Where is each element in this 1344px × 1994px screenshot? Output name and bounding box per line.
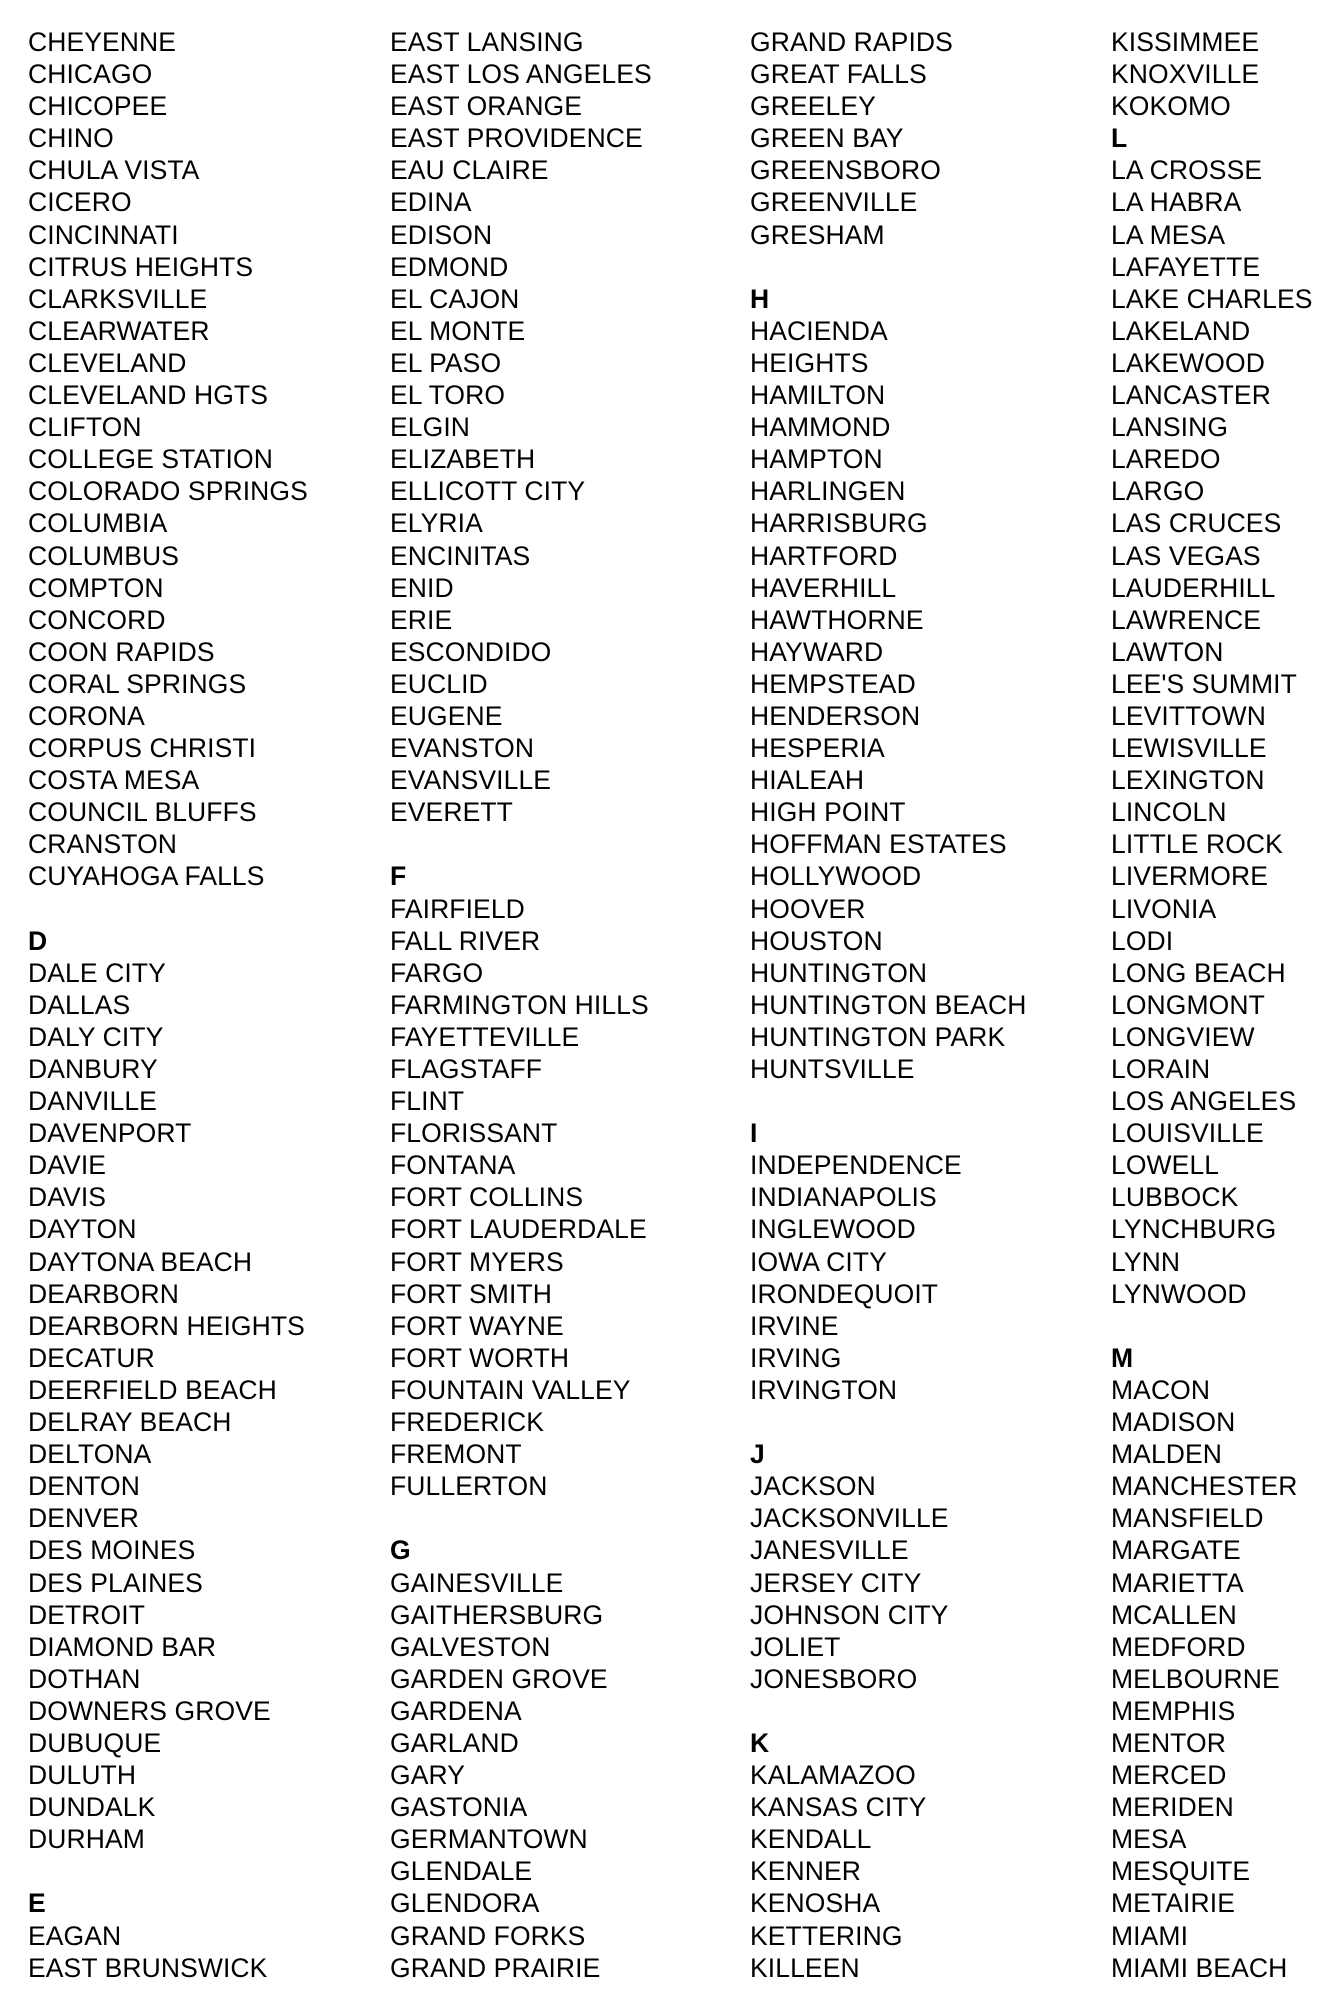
city-name: HAWTHORNE	[750, 604, 924, 635]
city-name: MEDFORD	[1111, 1631, 1246, 1662]
city-name: DUBUQUE	[28, 1727, 162, 1758]
city-name: CLIFTON	[28, 412, 142, 443]
city-name: CORONA	[28, 700, 145, 731]
city-name: COLUMBIA	[28, 508, 168, 539]
section-letter-heading: E	[28, 1888, 46, 1919]
city-name: DENVER	[28, 1503, 140, 1534]
city-name: FREMONT	[390, 1439, 522, 1470]
city-name: EL TORO	[390, 380, 506, 411]
city-name: HARTFORD	[750, 540, 898, 571]
city-name: ERIE	[390, 604, 453, 635]
city-name: LARGO	[1111, 476, 1205, 507]
city-name: EDMOND	[390, 251, 509, 282]
city-name: FULLERTON	[390, 1471, 548, 1502]
city-name: EUCLID	[390, 668, 488, 699]
city-name: MELBOURNE	[1111, 1663, 1280, 1694]
city-name: LYNN	[1111, 1246, 1181, 1277]
city-name: ENID	[390, 572, 454, 603]
section-spacer	[390, 1502, 730, 1534]
city-name: EVANSVILLE	[390, 765, 552, 796]
city-name: HACIENDA	[750, 315, 888, 346]
city-name: LYNCHBURG	[1111, 1214, 1277, 1245]
city-name: HOOVER	[750, 893, 866, 924]
city-name: LIVONIA	[1111, 893, 1217, 924]
city-name: JONESBORO	[750, 1663, 918, 1694]
city-name: KENOSHA	[750, 1888, 881, 1919]
city-name: DELTONA	[28, 1439, 152, 1470]
city-name: DAVIE	[28, 1150, 107, 1181]
city-name: DETROIT	[28, 1599, 145, 1630]
city-name: KOKOMO	[1111, 91, 1231, 122]
city-name: EAU CLAIRE	[390, 155, 549, 186]
city-name: MCALLEN	[1111, 1599, 1237, 1630]
city-name: JOHNSON CITY	[750, 1599, 949, 1630]
city-name: KETTERING	[750, 1920, 903, 1951]
section-spacer	[1111, 1310, 1344, 1342]
city-name: LAWTON	[1111, 636, 1224, 667]
city-name: ENCINITAS	[390, 540, 531, 571]
section-letter-heading: D	[28, 925, 48, 956]
city-name: CHICAGO	[28, 59, 153, 90]
city-name: HEIGHTS	[750, 347, 869, 378]
city-name: KALAMAZOO	[750, 1760, 916, 1791]
city-name: HUNTSVILLE	[750, 1054, 915, 1084]
city-name: CLARKSVILLE	[28, 283, 208, 314]
city-name: FLAGSTAFF	[390, 1054, 543, 1084]
city-name: INGLEWOOD	[750, 1214, 916, 1245]
city-name: KILLEEN	[750, 1952, 860, 1983]
city-name: KISSIMMEE	[1111, 27, 1260, 57]
city-name: FAIRFIELD	[390, 893, 525, 924]
city-name: MIAMI	[1111, 1920, 1189, 1951]
city-name: GLENDALE	[390, 1856, 533, 1887]
city-name: GRAND FORKS	[390, 1920, 586, 1951]
section-letter-heading: L	[1111, 123, 1128, 154]
city-name: FORT WAYNE	[390, 1310, 564, 1341]
city-name: EAST ORANGE	[390, 91, 583, 122]
city-name: MENTOR	[1111, 1727, 1226, 1758]
city-name: EAST LANSING	[390, 27, 584, 57]
city-name: EDISON	[390, 219, 493, 250]
city-name: HUNTINGTON	[750, 957, 928, 988]
section-letter-heading: J	[750, 1439, 765, 1470]
city-name: DIAMOND BAR	[28, 1631, 217, 1662]
city-name: GAITHERSBURG	[390, 1599, 604, 1630]
city-name: FLINT	[390, 1086, 465, 1117]
city-name: DAYTONA BEACH	[28, 1246, 253, 1277]
city-name: INDEPENDENCE	[750, 1150, 962, 1181]
city-name: GREEN BAY	[750, 123, 904, 154]
city-name: DEERFIELD BEACH	[28, 1374, 277, 1405]
city-name: EAST LOS ANGELES	[390, 59, 652, 90]
city-name: CLEARWATER	[28, 315, 210, 346]
city-name: JACKSON	[750, 1471, 876, 1502]
city-name: MADISON	[1111, 1407, 1236, 1438]
city-name: LANCASTER	[1111, 380, 1271, 411]
city-name: ELGIN	[390, 412, 471, 443]
city-name: LITTLE ROCK	[1111, 829, 1283, 860]
city-name: INDIANAPOLIS	[750, 1182, 937, 1213]
section-letter-heading: I	[750, 1118, 758, 1149]
city-name: ELYRIA	[390, 508, 483, 539]
city-name: COUNCIL BLUFFS	[28, 797, 257, 828]
city-name: COLORADO SPRINGS	[28, 476, 308, 507]
city-name: LONG BEACH	[1111, 957, 1286, 988]
section-letter-heading: M	[1111, 1342, 1134, 1373]
city-name: DAVIS	[28, 1182, 107, 1213]
city-name: DENTON	[28, 1471, 141, 1502]
city-name: DAYTON	[28, 1214, 137, 1245]
section-spacer	[390, 828, 730, 860]
section-letter-heading: K	[750, 1727, 770, 1758]
city-name: HEMPSTEAD	[750, 668, 916, 699]
city-name: DALLAS	[28, 989, 131, 1020]
city-name: LAKE CHARLES	[1111, 283, 1313, 314]
city-name: LANSING	[1111, 412, 1229, 443]
city-name: FORT WORTH	[390, 1342, 570, 1373]
city-name: COMPTON	[28, 572, 164, 603]
city-name: CONCORD	[28, 604, 166, 635]
city-name: GREENSBORO	[750, 155, 941, 186]
city-name: HOFFMAN ESTATES	[750, 829, 1007, 860]
city-name: MANSFIELD	[1111, 1503, 1264, 1534]
city-name: DES PLAINES	[28, 1567, 203, 1598]
city-name: HIALEAH	[750, 765, 865, 796]
city-name: HUNTINGTON PARK	[750, 1021, 1006, 1052]
city-name: GRESHAM	[750, 219, 885, 250]
city-column-4	[1111, 26, 1344, 1984]
city-name: DELRAY BEACH	[28, 1407, 232, 1438]
city-name: HESPERIA	[750, 733, 885, 764]
section-spacer	[750, 1695, 1090, 1727]
section-spacer	[28, 1855, 368, 1887]
city-name: LODI	[1111, 925, 1174, 956]
city-name: KENDALL	[750, 1824, 872, 1855]
city-name: GARY	[390, 1760, 466, 1791]
city-name: LINCOLN	[1111, 797, 1227, 828]
city-name: HARLINGEN	[750, 476, 906, 507]
city-name: DURHAM	[28, 1824, 145, 1855]
city-name: LAKELAND	[1111, 315, 1251, 346]
city-name: CITRUS HEIGHTS	[28, 251, 254, 282]
city-name: FARMINGTON HILLS	[390, 989, 649, 1020]
city-name: ELLICOTT CITY	[390, 476, 586, 507]
city-name: GAINESVILLE	[390, 1567, 564, 1598]
section-spacer	[750, 1406, 1090, 1438]
city-name: GALVESTON	[390, 1631, 551, 1662]
city-name: DEARBORN HEIGHTS	[28, 1310, 305, 1341]
city-name: DANBURY	[28, 1054, 158, 1084]
city-name: MERIDEN	[1111, 1792, 1234, 1823]
city-name: FREDERICK	[390, 1407, 545, 1438]
city-name: EDINA	[390, 187, 472, 218]
city-name: MANCHESTER	[1111, 1471, 1298, 1502]
city-name: GLENDORA	[390, 1888, 540, 1919]
city-name: DALE CITY	[28, 957, 166, 988]
city-name: LAFAYETTE	[1111, 251, 1261, 282]
city-column-3	[750, 26, 1090, 1984]
city-name: HAMILTON	[750, 380, 886, 411]
city-name: LAREDO	[1111, 444, 1221, 475]
section-spacer	[28, 893, 368, 925]
city-name: DOTHAN	[28, 1663, 141, 1694]
city-name: COSTA MESA	[28, 765, 200, 796]
city-name: LA CROSSE	[1111, 155, 1263, 186]
city-name: HAYWARD	[750, 636, 884, 667]
city-name: COLUMBUS	[28, 540, 179, 571]
city-name: IRONDEQUOIT	[750, 1278, 939, 1309]
city-name: LOS ANGELES	[1111, 1086, 1297, 1117]
city-name: FARGO	[390, 957, 484, 988]
city-name: JOLIET	[750, 1631, 841, 1662]
city-name: FAYETTEVILLE	[390, 1021, 580, 1052]
city-name: HARRISBURG	[750, 508, 928, 539]
city-name: LAS CRUCES	[1111, 508, 1282, 539]
city-name: HOLLYWOOD	[750, 861, 922, 892]
city-name: COON RAPIDS	[28, 636, 215, 667]
city-name: DUNDALK	[28, 1792, 156, 1823]
city-name: MESA	[1111, 1824, 1187, 1855]
city-name: MIAMI BEACH	[1111, 1952, 1288, 1983]
city-name: GERMANTOWN	[390, 1824, 588, 1855]
city-name: CORPUS CHRISTI	[28, 733, 257, 764]
city-name: EAST BRUNSWICK	[28, 1952, 268, 1983]
city-name: DAVENPORT	[28, 1118, 192, 1149]
city-name: MALDEN	[1111, 1439, 1223, 1470]
city-name: HUNTINGTON BEACH	[750, 989, 1027, 1020]
city-name: JACKSONVILLE	[750, 1503, 949, 1534]
city-name: FORT MYERS	[390, 1246, 564, 1277]
section-spacer	[750, 251, 1090, 283]
city-name: DOWNERS GROVE	[28, 1695, 271, 1726]
city-name: EVANSTON	[390, 733, 535, 764]
city-name: LA HABRA	[1111, 187, 1242, 218]
city-name: LOUISVILLE	[1111, 1118, 1264, 1149]
city-name: CUYAHOGA FALLS	[28, 861, 265, 892]
city-column-1	[28, 26, 368, 1984]
city-name: EL PASO	[390, 347, 502, 378]
section-letter-heading: G	[390, 1535, 411, 1566]
city-name: FONTANA	[390, 1150, 516, 1181]
city-name: LONGMONT	[1111, 989, 1265, 1020]
city-name: LEXINGTON	[1111, 765, 1265, 796]
city-name: HOUSTON	[750, 925, 883, 956]
city-name: FALL RIVER	[390, 925, 541, 956]
city-name: DANVILLE	[28, 1086, 157, 1117]
city-name: IOWA CITY	[750, 1246, 887, 1277]
city-name: EVERETT	[390, 797, 513, 828]
city-name: EAST PROVIDENCE	[390, 123, 643, 154]
city-name: LEE'S SUMMIT	[1111, 668, 1297, 699]
city-name: GARDENA	[390, 1695, 522, 1726]
city-name: DALY CITY	[28, 1021, 164, 1052]
city-name: GREELEY	[750, 91, 876, 122]
city-name: DEARBORN	[28, 1278, 179, 1309]
city-name: IRVING	[750, 1342, 842, 1373]
city-name: MARGATE	[1111, 1535, 1241, 1566]
city-name: KNOXVILLE	[1111, 59, 1260, 90]
city-name: EAGAN	[28, 1920, 122, 1951]
city-name: CHICOPEE	[28, 91, 168, 122]
city-name: CICERO	[28, 187, 132, 218]
city-name: FORT SMITH	[390, 1278, 552, 1309]
city-name: GRAND PRAIRIE	[390, 1952, 601, 1983]
city-name: LEVITTOWN	[1111, 700, 1267, 731]
city-name: COLLEGE STATION	[28, 444, 273, 475]
city-name: EL MONTE	[390, 315, 526, 346]
city-name: CHEYENNE	[28, 27, 177, 57]
city-name: ESCONDIDO	[390, 636, 552, 667]
city-name: IRVINGTON	[750, 1374, 898, 1405]
city-name: HAVERHILL	[750, 572, 897, 603]
city-name: IRVINE	[750, 1310, 839, 1341]
city-name: FOUNTAIN VALLEY	[390, 1374, 631, 1405]
city-name: MACON	[1111, 1374, 1211, 1405]
city-name: GREENVILLE	[750, 187, 918, 218]
city-name: KANSAS CITY	[750, 1792, 927, 1823]
city-name: CRANSTON	[28, 829, 178, 860]
city-name: METAIRIE	[1111, 1888, 1235, 1919]
city-name: HIGH POINT	[750, 797, 906, 828]
city-name: CHINO	[28, 123, 114, 154]
city-name: GRAND RAPIDS	[750, 27, 953, 57]
city-name: CLEVELAND	[28, 347, 187, 378]
city-name: FLORISSANT	[390, 1118, 558, 1149]
city-name: KENNER	[750, 1856, 862, 1887]
city-name: LEWISVILLE	[1111, 733, 1267, 764]
city-name: LOWELL	[1111, 1150, 1220, 1181]
city-name: LAKEWOOD	[1111, 347, 1265, 378]
city-name: GASTONIA	[390, 1792, 528, 1823]
city-name: JERSEY CITY	[750, 1567, 922, 1598]
city-name: CLEVELAND HGTS	[28, 380, 268, 411]
city-name: MEMPHIS	[1111, 1695, 1236, 1726]
section-letter-heading: F	[390, 861, 407, 892]
city-name: MARIETTA	[1111, 1567, 1244, 1598]
city-name: LUBBOCK	[1111, 1182, 1239, 1213]
city-name: CORAL SPRINGS	[28, 668, 247, 699]
city-name: LONGVIEW	[1111, 1021, 1255, 1052]
city-name: DES MOINES	[28, 1535, 196, 1566]
city-column-2	[390, 26, 730, 1984]
city-name: JANESVILLE	[750, 1535, 909, 1566]
city-name: LIVERMORE	[1111, 861, 1268, 892]
city-name: MESQUITE	[1111, 1856, 1251, 1887]
city-name: GREAT FALLS	[750, 59, 927, 90]
city-name: HAMPTON	[750, 444, 883, 475]
city-name: FORT COLLINS	[390, 1182, 584, 1213]
city-name: HENDERSON	[750, 700, 921, 731]
city-name: LYNWOOD	[1111, 1278, 1247, 1309]
city-name: MERCED	[1111, 1760, 1227, 1791]
section-spacer	[750, 1085, 1090, 1117]
city-name: LAWRENCE	[1111, 604, 1262, 635]
city-name: FORT LAUDERDALE	[390, 1214, 647, 1245]
city-name: HAMMOND	[750, 412, 891, 443]
city-name: EL CAJON	[390, 283, 520, 314]
section-letter-heading: H	[750, 283, 770, 314]
city-name: CINCINNATI	[28, 219, 179, 250]
city-name: DULUTH	[28, 1760, 137, 1791]
city-name: DECATUR	[28, 1342, 155, 1373]
city-name: GARLAND	[390, 1727, 519, 1758]
city-name: LA MESA	[1111, 219, 1226, 250]
city-name: GARDEN GROVE	[390, 1663, 608, 1694]
city-name: LAUDERHILL	[1111, 572, 1276, 603]
city-name: LORAIN	[1111, 1054, 1211, 1084]
city-name: ELIZABETH	[390, 444, 536, 475]
city-name: LAS VEGAS	[1111, 540, 1261, 571]
city-name: EUGENE	[390, 700, 503, 731]
city-name: CHULA VISTA	[28, 155, 200, 186]
